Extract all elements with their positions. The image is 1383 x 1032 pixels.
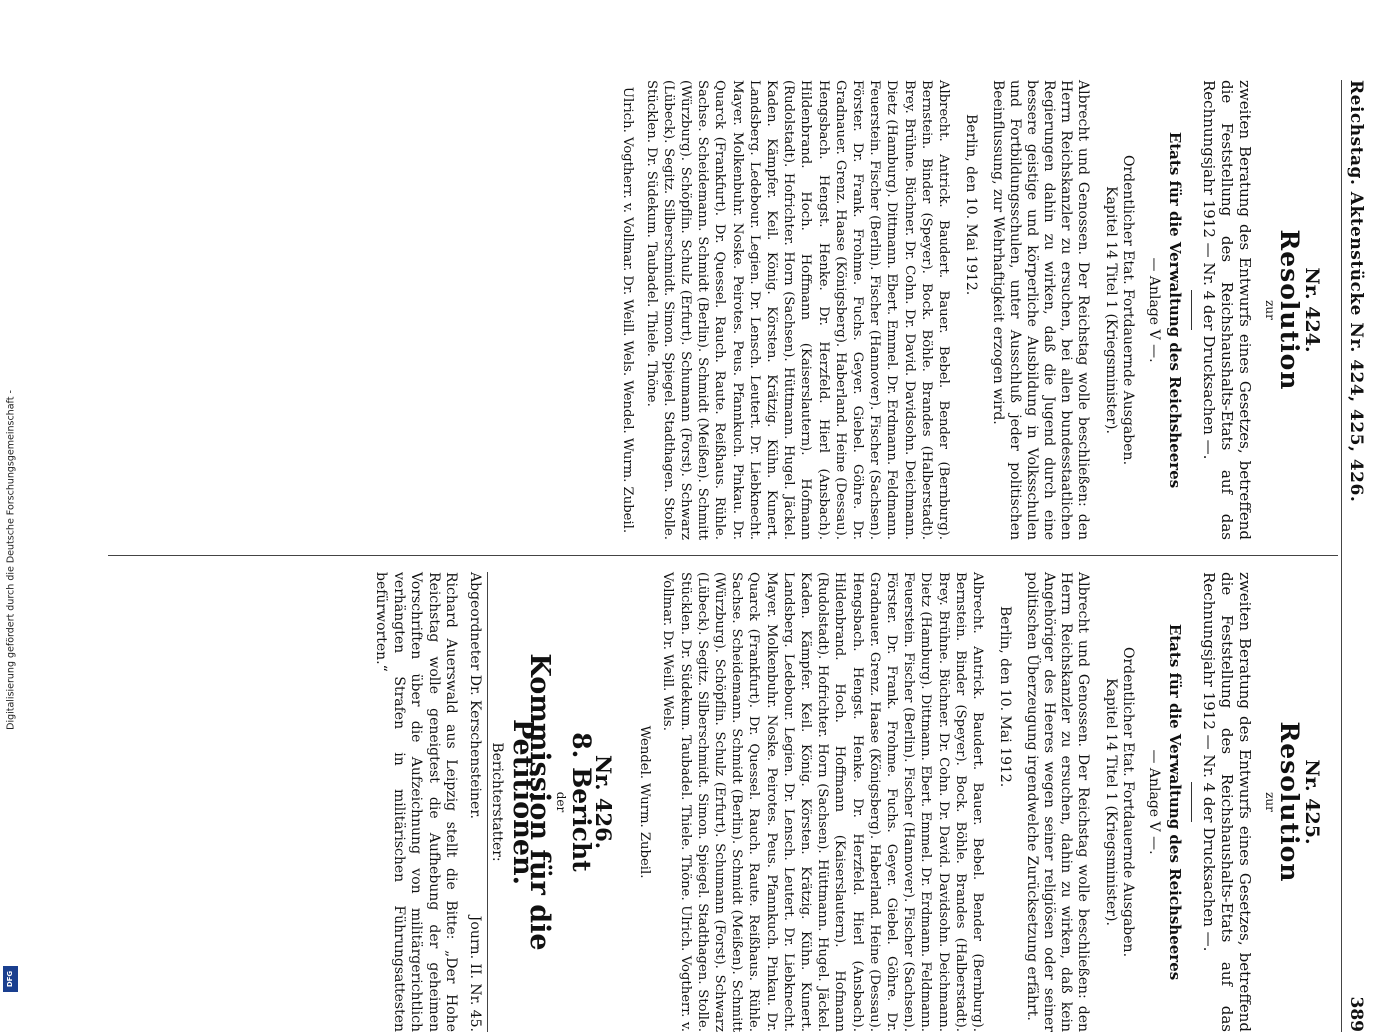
bericht-number: Nr. 426. — [594, 572, 612, 1032]
date-line: Berlin, den 10. Mai 1912. — [962, 80, 980, 540]
etat-line: Ordentlicher Etat. Fortdauernde Ausgaben. — [1119, 572, 1137, 1032]
zur-label: zur — [1261, 80, 1279, 540]
document-number: Nr. 425. — [1303, 572, 1321, 1032]
zur-label: zur — [1261, 572, 1279, 1032]
separator — [1192, 782, 1193, 822]
intro-text: zweiten Beratung des Entwurfs eines Gesetzes, betreffend die Feststellung des Reichshaushalts-Etats auf das Rechnungsjahr 1912 — Nr. 4 der Drucksachen —. — [1201, 80, 1255, 540]
page-header — [1340, 80, 1370, 1032]
berichterstatter-name: Abgeordneter Dr. Kerschensteiner. — [465, 572, 483, 819]
antrag-text: Albrecht und Genossen. Der Reichstag wolle beschließen: den Herrn Reichskanzler zu ersuchen, dahin zu wirken, daß kein Angehöriger des Heeres wegen seiner religiösen oder seiner politischen Überzeugung irgendwelche Zurücksetzung erfährt. — [1024, 572, 1092, 1032]
berichterstatter-row — [465, 572, 488, 1032]
header-rule — [1341, 80, 1342, 1032]
signatories-last-line: Ulrich. Vogtherr. v. Vollmar. Dr. Weill. Wels. Wendel. Wurm. Zubeil. — [619, 80, 637, 540]
left-column — [619, 80, 1330, 540]
signatories: Albrecht. Antrick. Baudert. Bauer. Bebel. Bender (Bernburg). Bernstein. Binder (Speyer). Bock. Böhle. Brandes (Halberstadt). Brey. Brühne. Büchner. Dr. Cohn. Dr. David. Davidsohn. Deichmann. Dietz (Hamburg). Dittmann. Ebert. Emmel. Dr. Erdmann. Feldmann. Feuerstein. Fischer (Berlin). Fischer (Hannover). Fischer (Sachsen). Förster. Dr. Frank. Frohme. Fuchs. Geyer. Giebel. Göhre. Dr. Gradnauer. Grenz. Haase (Königsberg). Haberland. Heine (Dessau). Hengsbach. Hengst. Henke. Dr. Herzfeld. Hierl (Ansbach). Hildenbrand. Hoch. Hoffmann (Kaiserslautern). Hofmann (Rudolstadt). Hofrichter. Horn (Sachsen). Hüttmann. Hugel. Jäckel. Kaden. Kämpfer. Keil. König. Körsten. Krätzig. Kühn. Kunert. Landsberg. Ledebour. Legien. Dr. Lensch. Leutert. Dr. Liebknecht. Mayer. Molkenbuhr. Noske. Peirotes. Peus. Pfannkuch. Pinkau. Dr. Quarck (Frankfurt). Dr. Quessel. Rauch. Raute. Reißhaus. Rühle. Sachse. Scheidemann. Schmidt (Berlin). Schmidt (Meißen). Schmitt (Würzburg). Schöpflin. Schulz (Erfurt). Schumann (Forst). Schwarz (Lübeck). Segitz. Silberschmidt. Simon. Spiegel. Stadthagen. Stolle. Stücklen. Dr. Südekum. Taubadel. Thiele. Thöne. Ulrich. Vogtherr. v. Vollmar. Dr. Weill. Wels. — [659, 572, 986, 1032]
bericht-title: 8. Bericht — [573, 572, 591, 1032]
document-page — [100, 80, 1370, 1032]
kapitel-line: Kapitel 14 Titel 1 (Kriegsminister). — [1102, 572, 1120, 1032]
right-column — [366, 572, 1330, 1032]
digitization-sidebar — [0, 0, 22, 1000]
etat-line: Ordentlicher Etat. Fortdauernde Ausgaben. — [1119, 80, 1137, 540]
anlage-label: — Anlage V —. — [1145, 572, 1163, 1032]
digitization-credit: Digitalisierung gefördert durch die Deutsche Forschungsgemeinschaft - — [6, 390, 17, 730]
kommission-title: Kommission für die Petitionen. — [513, 572, 548, 1032]
column-rule — [108, 555, 1338, 556]
antrag-text: Albrecht und Genossen. Der Reichstag wolle beschließen: den Herrn Reichskanzler zu ersuchen, bei allen bundesstaatlichen Regierungen dahin zu wirken, daß die Jugend durch eine bessere geistige und körperliche Ausbildung in Volksschulen und Fortbildungsschulen, unter Ausschluß jeder politischen Beeinflussung, zur Wehrhaftigkeit erzogen wird. — [990, 80, 1092, 540]
page-number: 389 — [1346, 997, 1366, 1032]
etat-title: Etats für die Verwaltung des Reichsheeres — [1166, 80, 1184, 540]
document-number: Nr. 424. — [1303, 80, 1321, 540]
date-line: Berlin, den 10. Mai 1912. — [996, 572, 1014, 1032]
kapitel-line: Kapitel 14 Titel 1 (Kriegsminister). — [1102, 80, 1120, 540]
intro-text: zweiten Beratung des Entwurfs eines Gesetzes, betreffend die Feststellung des Reichshaushalts-Etats auf das Rechnungsjahr 1912 — Nr. 4 der Drucksachen —. — [1201, 572, 1255, 1032]
document-heading: Resolution — [1281, 572, 1299, 1032]
berichterstatter-label: Berichterstatter: — [488, 572, 506, 1032]
journal-number: Journ. II. Nr. 45. — [465, 916, 483, 1032]
etat-title: Etats für die Verwaltung des Reichsheeres — [1166, 572, 1184, 1032]
petition-text: Richard Auerswald aus Leipzig stellt die Bitte: „Der Hohe Reichstag wolle geneigtest die Aufhebung der geheimen Vorschriften über die Aufzeichnung von militärgerichtlich verhängten Strafen in militärischen Führungsattesten befürworten.“ — [372, 572, 460, 1032]
signatories: Albrecht. Antrick. Baudert. Bauer. Bebel. Bender (Bernburg). Bernstein. Binder (Speyer). Bock. Böhle. Brandes (Halberstadt). Brey. Brühne. Büchner. Dr. Cohn. Dr. David. Davidsohn. Deichmann. Dietz (Hamburg). Dittmann. Ebert. Emmel. Dr. Erdmann. Feldmann. Feuerstein. Fischer (Berlin). Fischer (Hannover). Fischer (Sachsen). Förster. Dr. Frank. Frohme. Fuchs. Geyer. Giebel. Göhre. Dr. Gradnauer. Grenz. Haase (Königsberg). Haberland. Heine (Dessau). Hengsbach. Hengst. Henke. Dr. Herzfeld. Hierl (Ansbach). Hildenbrand. Hoch. Hoffmann (Kaiserslautern). Hofmann (Rudolstadt). Hofrichter. Horn (Sachsen). Hüttmann. Hugel. Jäckel. Kaden. Kämpfer. Keil. König. Körsten. Krätzig. Kühn. Kunert. Landsberg. Ledebour. Legien. Dr. Lensch. Leutert. Dr. Liebknecht. Mayer. Molkenbuhr. Noske. Peirotes. Peus. Pfannkuch. Pinkau. Dr. Quarck (Frankfurt). Dr. Quessel. Rauch. Raute. Reißhaus. Rühle. Sachse. Scheidemann. Schmidt (Berlin). Schmidt (Meißen). Schmitt (Würzburg). Schöpflin. Schulz (Erfurt). Schumann (Forst). Schwarz (Lübeck). Segitz. Silberschmidt. Simon. Spiegel. Stadthagen. Stolle. Stücklen. Dr. Südekum. Taubadel. Thiele. Thöne. — [642, 80, 952, 540]
dfg-logo-text: DFG — [7, 971, 15, 987]
separator — [1192, 290, 1193, 330]
document-heading: Resolution — [1281, 80, 1299, 540]
anlage-label: — Anlage V —. — [1145, 80, 1163, 540]
running-head: Reichstag. Aktenstücke Nr. 424, 425, 426. — [1346, 80, 1366, 502]
signatories-last-line: Wendel. Wurm. Zubeil. — [636, 572, 654, 1032]
dfg-logo — [3, 966, 18, 992]
der-label: der — [551, 572, 569, 1032]
